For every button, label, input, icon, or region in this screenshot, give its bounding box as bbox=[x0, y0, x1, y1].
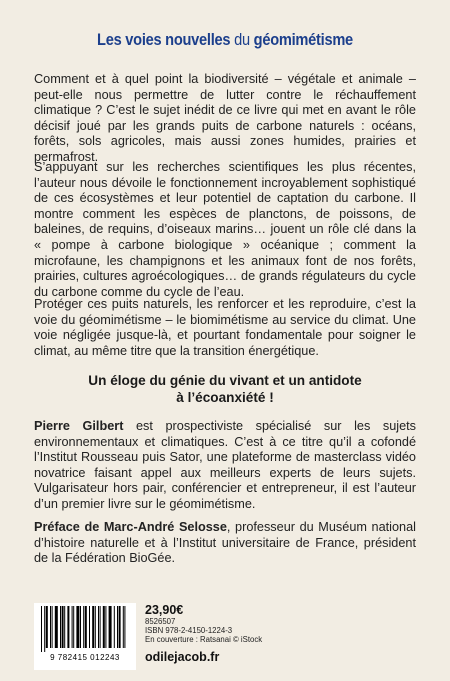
barcode-bar bbox=[92, 606, 94, 648]
preface-text: , professeur du Muséum national d’histoire naturelle et à l’Institut universitaire de France, président de la Fédération BioGée. bbox=[34, 520, 416, 566]
barcode-bar bbox=[105, 606, 106, 648]
barcode-bar bbox=[100, 606, 101, 648]
barcode-bar bbox=[50, 606, 51, 648]
barcode-bar bbox=[41, 606, 42, 652]
barcode-bar bbox=[109, 606, 112, 648]
barcode-bar bbox=[55, 606, 58, 648]
tagline-line-1: Un éloge du génie du vivant et un antidote bbox=[88, 373, 362, 388]
barcode-bar bbox=[98, 606, 99, 648]
product-code: 8526507 bbox=[145, 617, 176, 626]
barcode bbox=[34, 603, 136, 670]
barcode-bar bbox=[103, 606, 105, 648]
tagline-line-2: à l’écoanxiété ! bbox=[176, 390, 274, 405]
barcode-bar bbox=[64, 606, 65, 648]
barcode-bar bbox=[52, 606, 53, 648]
author-bio-text: est prospectiviste spécialisé sur les sujets environnementaux et climatiques. C’est à ce titre qu’il a cofondé l’Institut Rousseau puis Sator, une plateforme de masterclass vidéo novatrice faisant appel aux meilleurs experts de leurs sujets. Vulgarisateur hors pair, conférencier et entrepreneur, il est l’auteur d’un premier livre sur le géomimétisme. bbox=[34, 419, 417, 511]
barcode-bar bbox=[80, 606, 81, 648]
barcode-bar bbox=[114, 606, 115, 648]
barcode-number: 9 782415 012243 bbox=[50, 653, 120, 662]
publisher-website: odilejacob.fr bbox=[145, 650, 220, 664]
barcode-bar bbox=[72, 606, 73, 648]
tagline bbox=[0, 372, 450, 406]
barcode-bar bbox=[85, 606, 87, 648]
barcode-bar bbox=[117, 606, 118, 648]
barcode-bar bbox=[76, 606, 79, 648]
intro-paragraph: Comment et à quel point la biodiversité – végétale et animale – peut-elle nous permettre de lutter contre le réchauffement climatique ? C’est le sujet inédit de ce livre qui met en avant le rôle décisif joué par les grands puits de carbone naturels : océans, forêts, sols agricoles, mais aussi zones humides, prairies et permafrost. bbox=[34, 72, 416, 164]
barcode-bar bbox=[60, 606, 61, 648]
preface-lead: Préface de Marc-André Selosse bbox=[34, 520, 227, 534]
barcode-bar bbox=[124, 606, 125, 648]
author-bio bbox=[34, 419, 416, 513]
title-part-2: du bbox=[234, 30, 254, 49]
book-title bbox=[32, 30, 419, 50]
barcode-bar bbox=[44, 606, 45, 652]
barcode-bar bbox=[73, 606, 74, 648]
barcode-bars bbox=[40, 606, 130, 652]
barcode-bar bbox=[123, 606, 124, 648]
barcode-bar bbox=[89, 606, 90, 648]
barcode-bar bbox=[95, 606, 96, 648]
author-name: Pierre Gilbert bbox=[34, 419, 124, 433]
title-part-1: Les voies nouvelles bbox=[97, 30, 235, 49]
research-paragraph: S’appuyant sur les recherches scientifiques les plus récentes, l’auteur nous dévoile le fonctionnement incroyablement sophistiqué de ces écosystèmes et leur potentiel de captation du carbone. Il montre comment les espèces de planctons, de poissons, de baleines, de requins, d’oiseaux marins… jouent un rôle clé dans la « pompe à carbone biologique » océanique ; comment la microfaune, les champignons et les animaux font de nos forêts, prairies, cultures agroécologiques… de grands régulateurs du cycle du carbone comme du cycle de l’eau. bbox=[34, 160, 416, 299]
isbn: ISBN 978-2-4150-1224-3 bbox=[145, 626, 233, 635]
barcode-bar bbox=[67, 606, 69, 648]
barcode-bar bbox=[46, 606, 48, 648]
barcode-bar bbox=[119, 606, 121, 648]
geomimetism-paragraph: Protéger ces puits naturels, les renforcer et les reproduire, c’est la voie du géomimétisme – le biomimétisme au service du climat. Une voie négligée jusque-là, et pourtant fondamentale pour soigner le climat, au même titre que la transition énergétique. bbox=[34, 297, 416, 358]
price: 23,90€ bbox=[145, 603, 184, 617]
preface-note bbox=[34, 520, 416, 567]
barcode-bar bbox=[83, 606, 84, 648]
barcode-bar bbox=[62, 606, 64, 648]
title-part-3: géomimétisme bbox=[253, 30, 353, 49]
cover-credit: En couverture : Ratsanai © iStock bbox=[145, 635, 263, 644]
